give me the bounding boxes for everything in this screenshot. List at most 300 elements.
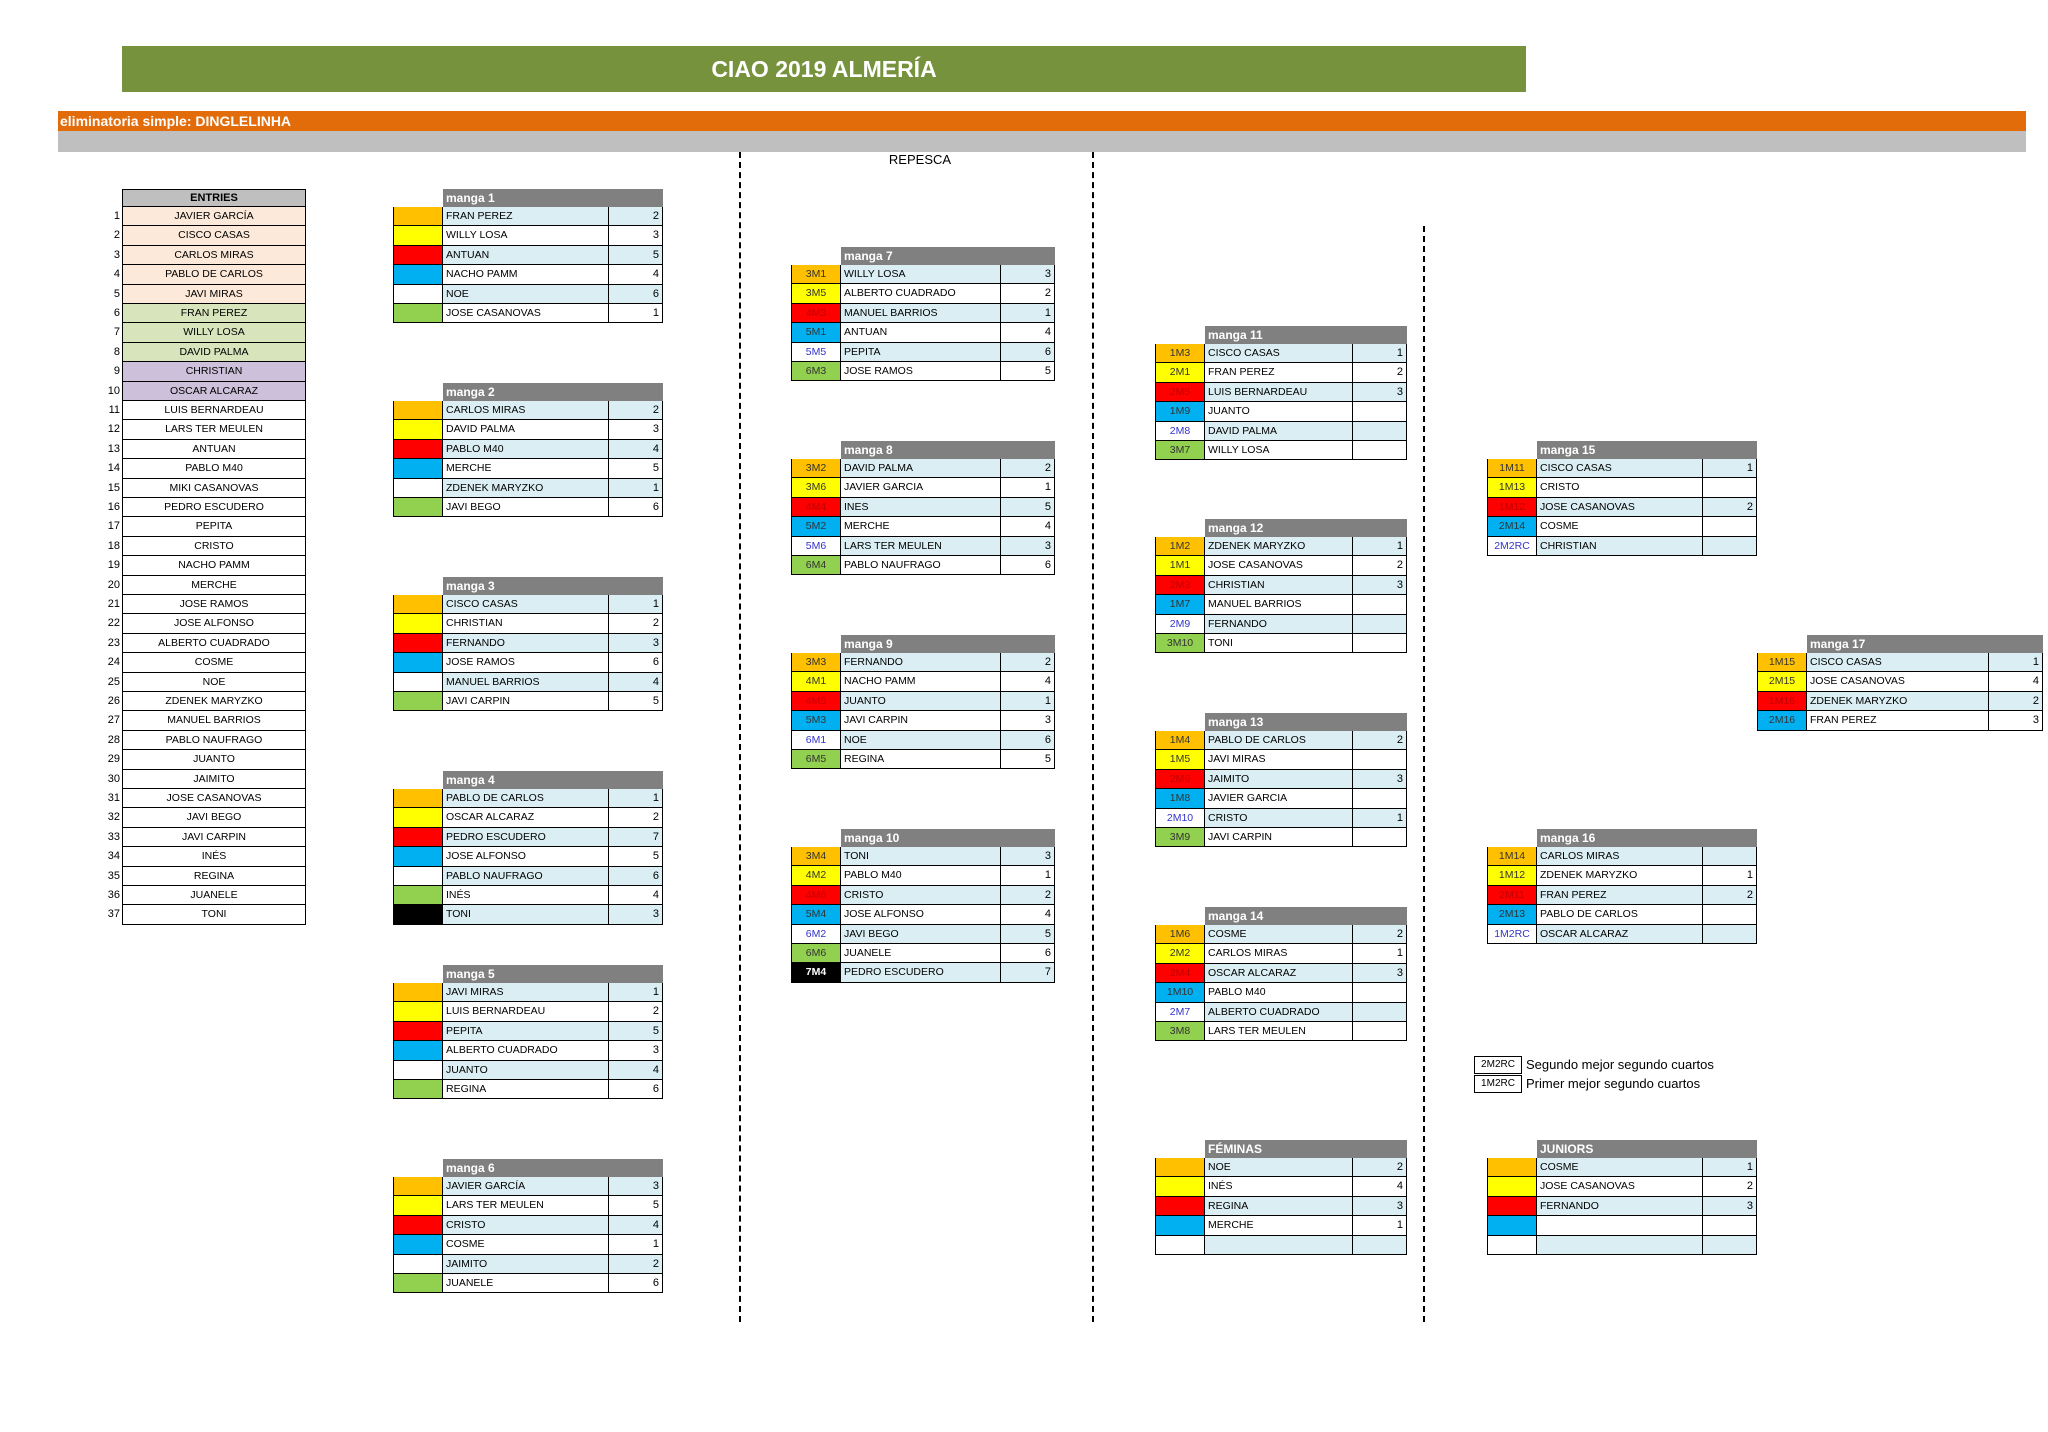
pilot-name: CISCO CASAS: [443, 595, 609, 614]
pilot-name: COSME: [443, 1235, 609, 1254]
pilot-rank: 4: [609, 886, 663, 905]
manga-row: [1487, 537, 1757, 556]
pilot-rank: 5: [1001, 498, 1055, 517]
entry-number: 25: [107, 675, 120, 688]
lane-color-swatch: [393, 1022, 443, 1041]
manga-row: [1155, 1177, 1407, 1196]
manga-row: [393, 1080, 663, 1099]
lane-color-swatch: 4M5: [791, 692, 841, 711]
pilot-rank: 3: [1001, 847, 1055, 866]
pilot-rank: 4: [609, 440, 663, 459]
entry-number: 30: [107, 772, 120, 785]
lane-color-swatch: 2M16: [1757, 711, 1807, 730]
entry-row: [92, 692, 306, 711]
pilot-name: PABLO M40: [443, 440, 609, 459]
pilot-name: JAVI MIRAS: [443, 983, 609, 1002]
pilot-rank: 5: [609, 246, 663, 265]
pilot-name: PEDRO ESCUDERO: [443, 828, 609, 847]
manga-title: manga 17: [1807, 635, 2043, 653]
manga-row: [791, 672, 1055, 691]
lane-color-swatch: 1M1: [1155, 556, 1205, 575]
entry-number: 8: [113, 345, 120, 358]
pilot-rank: 6: [609, 1080, 663, 1099]
entry-number: 27: [107, 714, 120, 727]
pilot-rank: 1: [1001, 866, 1055, 885]
lane-color-swatch: 1M2RC: [1487, 925, 1537, 944]
entry-number: 3: [113, 248, 120, 261]
manga-row: [791, 944, 1055, 963]
lane-color-swatch: 6M1: [791, 731, 841, 750]
pilot-name: FRAN PEREZ: [1807, 711, 1989, 730]
pilot-name: JUANTO: [443, 1061, 609, 1080]
lane-color-swatch: [1487, 1177, 1537, 1196]
pilot-name: TONI: [1205, 634, 1353, 653]
pilot-rank: 2: [1001, 653, 1055, 672]
pilot-rank: [1703, 905, 1757, 924]
entry-row: [92, 905, 306, 924]
pilot-name: CRISTO: [1537, 478, 1703, 497]
lane-color-swatch: 2M14: [1487, 517, 1537, 536]
entry-number: 24: [107, 656, 120, 669]
manga-row: [1155, 731, 1407, 750]
lane-color-swatch: 1M10: [1155, 983, 1205, 1002]
pilot-name: JAVI MIRAS: [1205, 750, 1353, 769]
entry-row: [92, 382, 306, 401]
pilot-name: COSME: [1537, 1158, 1703, 1177]
manga-row: [1155, 595, 1407, 614]
pilot-rank: [1703, 1236, 1757, 1255]
entry-row: [92, 789, 306, 808]
manga-row: [1155, 983, 1407, 1002]
pilot-rank: [1353, 1003, 1407, 1022]
pilot-name: REGINA: [1205, 1197, 1353, 1216]
pilot-rank: 2: [1353, 363, 1407, 382]
lane-color-swatch: 1M8: [1155, 789, 1205, 808]
pilot-name: TONI: [443, 905, 609, 924]
manga-row: [393, 1022, 663, 1041]
entry-name: JOSE CASANOVAS: [122, 789, 306, 808]
manga-row: [791, 653, 1055, 672]
pilot-rank: 2: [1989, 692, 2043, 711]
lane-color-swatch: [1155, 1197, 1205, 1216]
pilot-name: JUANELE: [443, 1274, 609, 1293]
lane-color-swatch: [393, 285, 443, 304]
lane-color-swatch: 3M8: [1155, 1022, 1205, 1041]
pilot-rank: [1703, 478, 1757, 497]
entry-name: JAVI CARPIN: [122, 828, 306, 847]
lane-color-swatch: 1M12: [1487, 866, 1537, 885]
lane-color-swatch: [1155, 1236, 1205, 1255]
pilot-rank: 1: [1001, 692, 1055, 711]
entry-name: PABLO M40: [122, 459, 306, 478]
manga-row: [393, 886, 663, 905]
manga-row: [1155, 1158, 1407, 1177]
pilot-name: JAIMITO: [1205, 770, 1353, 789]
pilot-rank: [1353, 402, 1407, 421]
lane-color-swatch: 2M15: [1757, 672, 1807, 691]
pilot-rank: 1: [609, 789, 663, 808]
pilot-name: PEDRO ESCUDERO: [841, 963, 1001, 982]
pilot-name: LUIS BERNARDEAU: [1205, 383, 1353, 402]
lane-color-swatch: [393, 1235, 443, 1254]
lane-color-swatch: 1M7: [1155, 595, 1205, 614]
lane-color-swatch: 3M3: [791, 653, 841, 672]
pilot-name: PEPITA: [841, 343, 1001, 362]
pilot-name: PABLO DE CARLOS: [443, 789, 609, 808]
entry-row: [92, 653, 306, 672]
entry-number: 31: [107, 792, 120, 804]
pilot-rank: [1703, 517, 1757, 536]
pilot-name: JOSE CASANOVAS: [1205, 556, 1353, 575]
pilot-name: DAVID PALMA: [841, 459, 1001, 478]
entry-row: [92, 343, 306, 362]
pilot-rank: 3: [1001, 265, 1055, 284]
entry-name: JAVI BEGO: [122, 808, 306, 827]
entry-name: ANTUAN: [122, 440, 306, 459]
lane-color-swatch: 4M6: [791, 886, 841, 905]
pilot-name: JAVIER GARCIA: [1205, 789, 1353, 808]
manga-row: [393, 1216, 663, 1235]
manga-row: [393, 673, 663, 692]
pilot-name: JOSE ALFONSO: [443, 847, 609, 866]
lane-color-swatch: [393, 1002, 443, 1021]
pilot-rank: 1: [1703, 459, 1757, 478]
manga-title: manga 2: [443, 383, 663, 401]
manga-title: manga 3: [443, 577, 663, 595]
pilot-rank: 1: [1353, 944, 1407, 963]
manga-row: [1155, 344, 1407, 363]
manga-row: [1487, 886, 1757, 905]
manga-title: manga 7: [841, 247, 1055, 265]
manga-row: [393, 1002, 663, 1021]
pilot-rank: 3: [609, 1177, 663, 1196]
pilot-name: MANUEL BARRIOS: [1205, 595, 1353, 614]
pilot-name: CHRISTIAN: [1205, 576, 1353, 595]
manga-row: [1155, 556, 1407, 575]
manga-row: [393, 459, 663, 478]
lane-color-swatch: 6M3: [791, 362, 841, 381]
pilot-rank: [1353, 615, 1407, 634]
pilot-rank: 4: [609, 265, 663, 284]
pilot-name: ANTUAN: [443, 246, 609, 265]
lane-color-swatch: [1487, 1216, 1537, 1235]
pilot-rank: 2: [1001, 284, 1055, 303]
lane-color-swatch: 6M2: [791, 925, 841, 944]
manga-row: [1487, 498, 1757, 517]
entry-row: [92, 634, 306, 653]
entry-name: REGINA: [122, 867, 306, 886]
manga-row: [1487, 1158, 1757, 1177]
lane-color-swatch: 2M6: [1155, 770, 1205, 789]
lane-color-swatch: 1M12: [1487, 498, 1537, 517]
entry-number: 10: [107, 384, 120, 397]
pilot-name: OSCAR ALCARAZ: [1205, 964, 1353, 983]
entry-name: JOSE ALFONSO: [122, 614, 306, 633]
pilot-name: MANUEL BARRIOS: [841, 304, 1001, 323]
manga-row: [1757, 711, 2043, 730]
lane-color-swatch: 3M6: [791, 478, 841, 497]
lane-color-swatch: [393, 304, 443, 323]
manga-row: [393, 1255, 663, 1274]
entry-name: COSME: [122, 653, 306, 672]
pilot-rank: 6: [609, 498, 663, 517]
pilot-rank: 6: [1001, 556, 1055, 575]
entry-number: 33: [107, 830, 120, 843]
pilot-name: PABLO NAUFRAGO: [841, 556, 1001, 575]
pilot-rank: 4: [609, 1061, 663, 1080]
entry-name: JUANELE: [122, 886, 306, 905]
entry-row: [92, 576, 306, 595]
pilot-name: PABLO NAUFRAGO: [443, 867, 609, 886]
lane-color-swatch: 2M4: [1155, 964, 1205, 983]
lane-color-swatch: 5M4: [791, 905, 841, 924]
pilot-name: JAVI CARPIN: [841, 711, 1001, 730]
pilot-name: JOSE RAMOS: [841, 362, 1001, 381]
legend-code: 1M2RC: [1474, 1075, 1522, 1093]
lane-color-swatch: [393, 1255, 443, 1274]
pilot-name: LUIS BERNARDEAU: [443, 1002, 609, 1021]
entry-number: 16: [107, 501, 120, 513]
entry-name: CARLOS MIRAS: [122, 246, 306, 265]
lane-color-swatch: 3M1: [791, 265, 841, 284]
pilot-rank: 2: [1353, 1158, 1407, 1177]
lane-color-swatch: 3M10: [1155, 634, 1205, 653]
pilot-rank: 6: [1001, 731, 1055, 750]
pilot-rank: 3: [1353, 964, 1407, 983]
entry-number: 23: [107, 636, 120, 649]
manga-row: [393, 808, 663, 827]
pilot-rank: 5: [609, 1022, 663, 1041]
manga-row: [393, 847, 663, 866]
manga-row: [1155, 537, 1407, 556]
entry-number: 34: [107, 850, 120, 863]
pilot-rank: 2: [609, 614, 663, 633]
lane-color-swatch: 3M9: [1155, 828, 1205, 847]
entry-row: [92, 207, 306, 226]
lane-color-swatch: 2M9: [1155, 615, 1205, 634]
pilot-rank: 1: [609, 1235, 663, 1254]
lane-color-swatch: 6M6: [791, 944, 841, 963]
pilot-name: JAVI CARPIN: [443, 692, 609, 711]
pilot-name: CISCO CASAS: [1807, 653, 1989, 672]
entry-number: 12: [107, 423, 120, 436]
lane-color-swatch: 2M2: [1155, 944, 1205, 963]
pilot-rank: 7: [1001, 963, 1055, 982]
manga-row: [393, 420, 663, 439]
lane-color-swatch: [393, 595, 443, 614]
pilot-rank: 3: [609, 1041, 663, 1060]
pilot-rank: 4: [1001, 517, 1055, 536]
lane-color-swatch: 1M2: [1155, 537, 1205, 556]
lane-color-swatch: 7M4: [791, 963, 841, 982]
manga-row: [791, 905, 1055, 924]
entry-name: FRAN PEREZ: [122, 304, 306, 323]
entry-number: 1: [113, 210, 120, 222]
pilot-name: ALBERTO CUADRADO: [841, 284, 1001, 303]
pilot-name: PABLO M40: [841, 866, 1001, 885]
manga-row: [791, 750, 1055, 769]
pilot-name: JAVI BEGO: [443, 498, 609, 517]
manga-row: [1155, 422, 1407, 441]
manga-row: [393, 1274, 663, 1293]
pilot-rank: 4: [1001, 672, 1055, 691]
legend-item: [1474, 1055, 1714, 1074]
lane-color-swatch: 5M1: [791, 323, 841, 342]
entry-name: MERCHE: [122, 576, 306, 595]
manga-row: [393, 304, 663, 323]
entry-name: OSCAR ALCARAZ: [122, 382, 306, 401]
manga-row: [791, 925, 1055, 944]
pilot-rank: 4: [609, 1216, 663, 1235]
pilot-rank: 7: [609, 828, 663, 847]
lane-color-swatch: 1M16: [1757, 692, 1807, 711]
entry-number: 22: [107, 617, 120, 630]
entry-row: [92, 556, 306, 575]
manga-row: [393, 1196, 663, 1215]
lane-color-swatch: 1M14: [1487, 847, 1537, 866]
manga-row: [1487, 925, 1757, 944]
pilot-rank: 2: [1001, 886, 1055, 905]
lane-color-swatch: [1487, 1158, 1537, 1177]
pilot-rank: 2: [1703, 886, 1757, 905]
lane-color-swatch: [393, 420, 443, 439]
pilot-name: INES: [841, 498, 1001, 517]
entry-name: PABLO DE CARLOS: [122, 265, 306, 284]
pilot-rank: 3: [609, 634, 663, 653]
manga-row: [1155, 634, 1407, 653]
lane-color-swatch: 1M4: [1155, 731, 1205, 750]
lane-color-swatch: 1M5: [1155, 750, 1205, 769]
pilot-name: COSME: [1205, 925, 1353, 944]
manga-row: [1155, 925, 1407, 944]
entry-row: [92, 847, 306, 866]
manga-row: [393, 828, 663, 847]
manga-row: [1155, 789, 1407, 808]
entry-name: NACHO PAMM: [122, 556, 306, 575]
pilot-name: JOSE CASANOVAS: [1537, 1177, 1703, 1196]
pilot-rank: 1: [1353, 1216, 1407, 1235]
manga-row: [1487, 517, 1757, 536]
entry-number: 5: [113, 287, 120, 300]
pilot-rank: 1: [609, 595, 663, 614]
pilot-rank: [1353, 983, 1407, 1002]
manga-row: [791, 866, 1055, 885]
pilot-name: JAIMITO: [443, 1255, 609, 1274]
entry-row: [92, 440, 306, 459]
pilot-rank: 1: [609, 479, 663, 498]
pilot-rank: [1353, 750, 1407, 769]
pilot-name: JOSE CASANOVAS: [1807, 672, 1989, 691]
legend-item: [1474, 1074, 1714, 1093]
pilot-name: MERCHE: [841, 517, 1001, 536]
legend: [1474, 1055, 1714, 1093]
entry-row: [92, 770, 306, 789]
lane-color-swatch: 4M3: [791, 304, 841, 323]
pilot-rank: 2: [609, 401, 663, 420]
entry-row: [92, 265, 306, 284]
pilot-name: ZDENEK MARYZKO: [443, 479, 609, 498]
entry-number: 7: [113, 326, 120, 339]
entry-name: ALBERTO CUADRADO: [122, 634, 306, 653]
pilot-name: COSME: [1537, 517, 1703, 536]
pilot-rank: 2: [1703, 1177, 1757, 1196]
manga-row: [1155, 363, 1407, 382]
lane-color-swatch: 2M7: [1155, 1003, 1205, 1022]
entries-header: ENTRIES: [122, 189, 306, 207]
lane-color-swatch: 2M13: [1487, 905, 1537, 924]
manga-row: [791, 478, 1055, 497]
pilot-name: DAVID PALMA: [1205, 422, 1353, 441]
lane-color-swatch: 1M13: [1487, 478, 1537, 497]
pilot-name: CARLOS MIRAS: [1537, 847, 1703, 866]
manga-row: [393, 905, 663, 924]
pilot-rank: [1353, 595, 1407, 614]
pilot-rank: 3: [1353, 1197, 1407, 1216]
lane-color-swatch: [393, 459, 443, 478]
entry-name: DAVID PALMA: [122, 343, 306, 362]
lane-color-swatch: [393, 440, 443, 459]
pilot-name: CRISTO: [841, 886, 1001, 905]
grey-divider-bar: [58, 131, 2026, 152]
manga-row: [393, 440, 663, 459]
pilot-rank: 1: [1001, 304, 1055, 323]
pilot-name: [1537, 1236, 1703, 1255]
pilot-name: [1537, 1216, 1703, 1235]
pilot-name: WILLY LOSA: [841, 265, 1001, 284]
pilot-rank: 3: [1353, 383, 1407, 402]
lane-color-swatch: 3M5: [791, 284, 841, 303]
manga-row: [791, 963, 1055, 982]
manga-row: [393, 595, 663, 614]
entry-name: JAIMITO: [122, 770, 306, 789]
pilot-name: JUANTO: [1205, 402, 1353, 421]
lane-color-swatch: [393, 498, 443, 517]
lane-color-swatch: [393, 1041, 443, 1060]
pilot-rank: 3: [1989, 711, 2043, 730]
pilot-name: FRAN PEREZ: [443, 207, 609, 226]
manga-row: [1155, 576, 1407, 595]
legend-code: 2M2RC: [1474, 1056, 1522, 1074]
pilot-rank: [1353, 1236, 1407, 1255]
manga-title: manga 9: [841, 635, 1055, 653]
manga-row: [1155, 770, 1407, 789]
pilot-rank: 4: [1001, 323, 1055, 342]
pilot-rank: 2: [609, 808, 663, 827]
lane-color-swatch: 6M5: [791, 750, 841, 769]
pilot-rank: [1703, 925, 1757, 944]
manga-row: [1155, 1197, 1407, 1216]
pilot-name: JOSE ALFONSO: [841, 905, 1001, 924]
pilot-rank: 2: [1703, 498, 1757, 517]
pilot-rank: 3: [609, 905, 663, 924]
pilot-name: OSCAR ALCARAZ: [1537, 925, 1703, 944]
lane-color-swatch: 4M4: [791, 498, 841, 517]
entry-row: [92, 517, 306, 536]
entry-row: [92, 673, 306, 692]
entry-name: INÉS: [122, 847, 306, 866]
entry-number: 17: [107, 520, 120, 533]
pilot-rank: 1: [1703, 866, 1757, 885]
pilot-rank: 5: [609, 692, 663, 711]
pilot-name: NOE: [841, 731, 1001, 750]
manga-title: manga 11: [1205, 326, 1407, 344]
manga-row: [791, 692, 1055, 711]
manga-title: manga 6: [443, 1159, 663, 1177]
entry-name: JAVI MIRAS: [122, 285, 306, 304]
pilot-rank: [1353, 441, 1407, 460]
pilot-name: PABLO DE CARLOS: [1537, 905, 1703, 924]
manga-row: [791, 886, 1055, 905]
